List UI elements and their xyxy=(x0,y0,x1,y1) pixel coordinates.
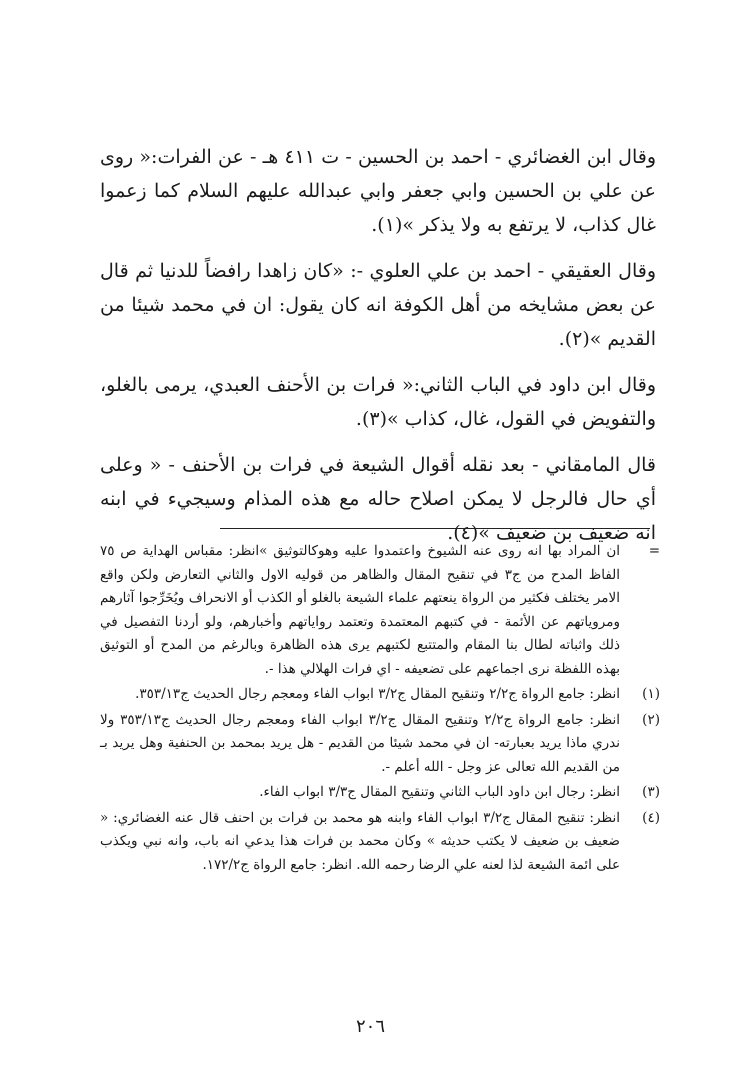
footnote-item xyxy=(100,781,660,805)
footnote-text: ان المراد بها انه روى عنه الشيوخ واعتمدوا عليه وهوكالتوثيق »انظر: مقباس الهداية ص ٧٥ الفاظ المدح من ج٣ في تنقيح المقال والظاهر من قوليه الاول والثاني التعارض ولكن واقع الامر يختلف فكثير من الرواة ينعتهم علماء الشيعة بالغلو أو الكذب أو الانحراف ويُخَرِّجوا آثارهم ومروياتهم عن الأئمة - في كتبهم المعتمدة وتعتمد رواياتهم وأخبارهم، ولو أردنا التفصيل في ذلك واثباته لطال بنا المقام والمتتبع لكتبهم يرى هذه الظاهرة وبالرغم من المدح أو التوثيق بهذه اللفظة نرى اجماعهم على تضعيفه - اي فرات الهلالي هذا -. xyxy=(100,543,621,677)
footnote-text: انظر: جامع الرواة ج٢/٢ وتنقيح المقال ج٣/٢ ابواب الفاء ومعجم رجال الحديث ج٣٥٣/١٣. xyxy=(135,686,620,702)
footnote-item xyxy=(100,709,660,780)
footnotes xyxy=(100,540,660,879)
paragraph-ibn-dawud: وقال ابن داود في الباب الثاني:« فرات بن الأحنف العبدي، يرمى بالغلو، والتفويض في القول، غال، كذاب »(٣). xyxy=(100,374,656,430)
footnote-number: (٤) xyxy=(642,809,660,826)
paragraph-aqiqi: وقال العقيقي - احمد بن علي العلوي -: «كان زاهدا رافضاً للدنيا ثم قال عن بعض مشايخه من أهل الكوفة انه كان يقول: ان في محمد شيئا من القديم »(٢). xyxy=(100,260,656,350)
footnote-item xyxy=(100,807,660,878)
page-number: ٢٠٦ xyxy=(355,1016,385,1037)
footnote-text: انظر: تنقيح المقال ج٣/٢ ابواب الفاء وابنه هو محمد بن فرات بن احنف قال عنه الغضائري: « ضعيف بن ضعيف لا يكتب حديثه » وكان محمد بن فرات هذا يدعي انه باب، وانه نبي ويكذب على ائمة الشيعة لذا لعنه علي الرضا رحمه الله. انظر: جامع الرواة ج١٧٢/٢. xyxy=(100,809,620,873)
footnote-item xyxy=(100,683,660,707)
footnote-number: (٢) xyxy=(642,711,660,728)
footnote-number: (٣) xyxy=(642,784,660,800)
footnote-text: انظر: رجال ابن داود الباب الثاني وتنقيح المقال ج٣/٣ ابواب الفاء. xyxy=(259,784,620,800)
paragraph-mamaqani: قال المامقاني - بعد نقله أقوال الشيعة في فرات بن الأحنف - « وعلى أي حال فالرجل لا يمكن اصلاح حاله مع هذه المذام وسيجيء في ابنه انه ضعيف بن ضعيف »(٤). xyxy=(100,454,656,544)
footnote-text: انظر: جامع الرواة ج٢/٢ وتنقيح المقال ج٣/٢ ابواب الفاء ومعجم رجال الحديث ج٣٥٣/١٣ ولا ندري ماذا يريد بعبارته- ان في محمد شيئا من القديم - هل يريد بمحمد بن الحنفية وهل يريد بـ من القديم الله تعالى عز وجل - الله أعلم -. xyxy=(100,711,620,775)
paragraph-ibn-ghadairi: وقال ابن الغضائري - احمد بن الحسين - ت ٤١١ هـ - عن الفرات:« روى عن علي بن الحسين وابي جعفر وابي عبدالله عليهم السلام كما زعموا غال كذاب، لا يرتفع به ولا يذكر »(١). xyxy=(100,146,656,236)
footnote-number: = xyxy=(648,543,660,559)
footnote-item xyxy=(100,540,660,681)
footnote-separator xyxy=(220,528,650,529)
main-text xyxy=(100,140,656,562)
footnote-number: (١) xyxy=(642,686,660,702)
